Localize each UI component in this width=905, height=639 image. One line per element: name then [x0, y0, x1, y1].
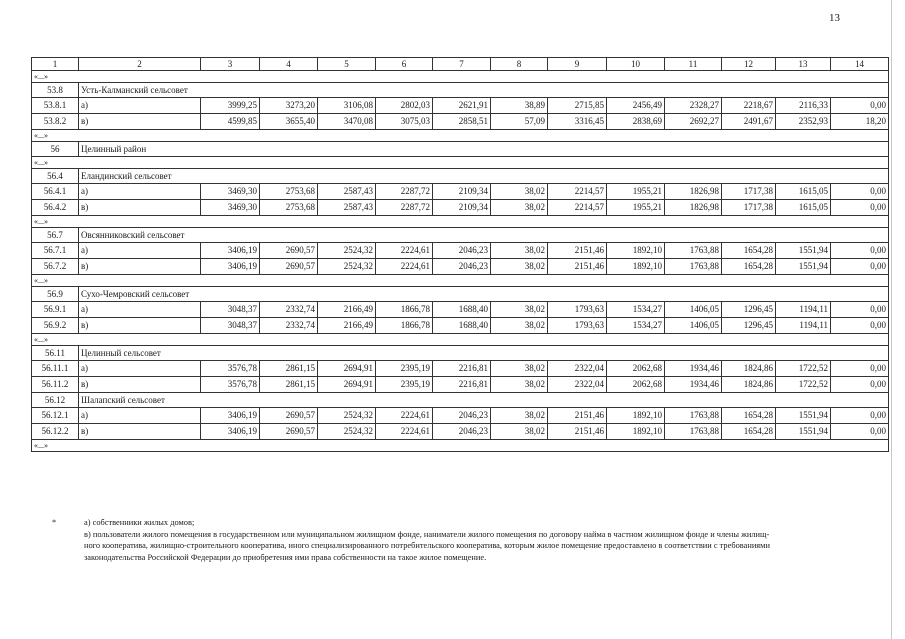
table-row [32, 424, 889, 440]
value-cell: 1793,63 [548, 318, 607, 334]
value-cell: 2046,23 [433, 243, 491, 259]
table-row [32, 408, 889, 424]
value-cell: 2838,69 [607, 114, 665, 130]
value-cell: 1654,28 [722, 243, 776, 259]
value-cell: 2062,68 [607, 377, 665, 393]
table-row [32, 259, 889, 275]
value-cell: 2456,49 [607, 98, 665, 114]
row-label: в) [79, 200, 201, 216]
value-cell: 1892,10 [607, 408, 665, 424]
value-cell: 3406,19 [201, 408, 260, 424]
value-cell: 0,00 [831, 361, 889, 377]
value-cell: 3048,37 [201, 302, 260, 318]
footnote-line: ного кооператива, жилищно-строительного кооператива, иного специализированного потребительского кооператива, которым жилое помещение предоставлено в соответствии с требованиями [84, 541, 770, 550]
value-cell: 2690,57 [260, 408, 318, 424]
value-cell: 2216,81 [433, 377, 491, 393]
ellipsis-row [32, 216, 889, 228]
value-cell: 2753,68 [260, 200, 318, 216]
table-row [32, 361, 889, 377]
value-cell: 2166,49 [318, 302, 376, 318]
value-cell: 2395,19 [376, 361, 433, 377]
value-cell: 38,02 [491, 200, 548, 216]
value-cell: 1615,05 [776, 200, 831, 216]
value-cell: 3469,30 [201, 200, 260, 216]
value-cell: 38,02 [491, 302, 548, 318]
value-cell: 1406,05 [665, 302, 722, 318]
row-label: а) [79, 184, 201, 200]
value-cell: 2287,72 [376, 200, 433, 216]
value-cell: 1793,63 [548, 302, 607, 318]
value-cell: 2524,32 [318, 408, 376, 424]
value-cell: 3048,37 [201, 318, 260, 334]
value-cell: 1892,10 [607, 259, 665, 275]
value-cell: 2328,27 [665, 98, 722, 114]
group-row [32, 142, 889, 157]
value-cell: 2151,46 [548, 424, 607, 440]
ellipsis-cell: «...» [32, 157, 889, 169]
header-cell: 12 [722, 58, 776, 71]
value-cell: 2322,04 [548, 377, 607, 393]
ellipsis-row [32, 157, 889, 169]
value-cell: 3406,19 [201, 243, 260, 259]
group-label: Шалапский сельсовет [79, 393, 889, 408]
value-cell: 0,00 [831, 259, 889, 275]
value-cell: 2224,61 [376, 243, 433, 259]
value-cell: 0,00 [831, 302, 889, 318]
value-cell: 0,00 [831, 98, 889, 114]
group-label: Еландинский сельсовет [79, 169, 889, 184]
value-cell: 1551,94 [776, 408, 831, 424]
row-code: 53.8.2 [32, 114, 79, 130]
table-row [32, 200, 889, 216]
header-cell: 9 [548, 58, 607, 71]
row-label: а) [79, 243, 201, 259]
table-row [32, 302, 889, 318]
value-cell: 3406,19 [201, 259, 260, 275]
value-cell: 2151,46 [548, 259, 607, 275]
value-cell: 2046,23 [433, 259, 491, 275]
header-cell: 4 [260, 58, 318, 71]
ellipsis-cell: «...» [32, 71, 889, 83]
value-cell: 2116,33 [776, 98, 831, 114]
value-cell: 1296,45 [722, 318, 776, 334]
value-cell: 1892,10 [607, 243, 665, 259]
value-cell: 1534,27 [607, 302, 665, 318]
value-cell: 3106,08 [318, 98, 376, 114]
value-cell: 1955,21 [607, 184, 665, 200]
row-label: в) [79, 318, 201, 334]
footnote-line: законодательства Российской Федерации до приобретения ими права собственности на такое жилое помещение. [84, 552, 487, 562]
row-label: в) [79, 424, 201, 440]
table-row [32, 98, 889, 114]
value-cell: 2062,68 [607, 361, 665, 377]
row-code: 56.11 [32, 346, 79, 361]
value-cell: 1763,88 [665, 424, 722, 440]
group-label: Усть-Калманский сельсовет [79, 83, 889, 98]
group-label: Целинный район [79, 142, 889, 157]
table-row [32, 114, 889, 130]
value-cell: 1688,40 [433, 302, 491, 318]
value-cell: 38,02 [491, 318, 548, 334]
row-code: 56.12.2 [32, 424, 79, 440]
row-code: 56.7.1 [32, 243, 79, 259]
value-cell: 2694,91 [318, 377, 376, 393]
value-cell: 3576,78 [201, 361, 260, 377]
value-cell: 0,00 [831, 318, 889, 334]
value-cell: 1826,98 [665, 184, 722, 200]
value-cell: 1866,78 [376, 302, 433, 318]
group-row [32, 169, 889, 184]
value-cell: 1551,94 [776, 259, 831, 275]
value-cell: 1194,11 [776, 302, 831, 318]
value-cell: 2224,61 [376, 408, 433, 424]
value-cell: 38,02 [491, 259, 548, 275]
value-cell: 0,00 [831, 408, 889, 424]
value-cell: 2690,57 [260, 243, 318, 259]
row-label: а) [79, 302, 201, 318]
row-label: а) [79, 98, 201, 114]
row-code: 56.12 [32, 393, 79, 408]
value-cell: 2690,57 [260, 424, 318, 440]
table-body [32, 58, 889, 452]
value-cell: 1406,05 [665, 318, 722, 334]
value-cell: 38,02 [491, 243, 548, 259]
value-cell: 2524,32 [318, 424, 376, 440]
footnote-body [84, 517, 886, 563]
header-cell: 14 [831, 58, 889, 71]
value-cell: 2151,46 [548, 408, 607, 424]
header-row [32, 58, 889, 71]
value-cell: 3576,78 [201, 377, 260, 393]
value-cell: 1194,11 [776, 318, 831, 334]
group-row [32, 83, 889, 98]
value-cell: 38,02 [491, 377, 548, 393]
value-cell: 1824,86 [722, 361, 776, 377]
value-cell: 57,09 [491, 114, 548, 130]
ellipsis-row [32, 334, 889, 346]
value-cell: 2524,32 [318, 259, 376, 275]
group-label: Целинный сельсовет [79, 346, 889, 361]
group-row [32, 228, 889, 243]
value-cell: 2524,32 [318, 243, 376, 259]
value-cell: 1654,28 [722, 408, 776, 424]
value-cell: 1763,88 [665, 243, 722, 259]
row-label: в) [79, 377, 201, 393]
value-cell: 2109,34 [433, 200, 491, 216]
value-cell: 2224,61 [376, 259, 433, 275]
value-cell: 2802,03 [376, 98, 433, 114]
ellipsis-cell: «...» [32, 334, 889, 346]
page-number: 13 [829, 12, 840, 24]
tariff-table [31, 57, 889, 452]
ellipsis-row [32, 130, 889, 142]
header-cell: 3 [201, 58, 260, 71]
value-cell: 0,00 [831, 424, 889, 440]
value-cell: 3075,03 [376, 114, 433, 130]
value-cell: 0,00 [831, 200, 889, 216]
value-cell: 2151,46 [548, 243, 607, 259]
header-cell: 8 [491, 58, 548, 71]
row-code: 56.11.2 [32, 377, 79, 393]
row-code: 53.8.1 [32, 98, 79, 114]
value-cell: 2214,57 [548, 200, 607, 216]
row-code: 56.4 [32, 169, 79, 184]
value-cell: 2694,91 [318, 361, 376, 377]
ellipsis-cell: «...» [32, 440, 889, 452]
table-row [32, 318, 889, 334]
footnote-line: в) пользователи жилого помещения в государственном или муниципальном жилищном фонде, наниматели жилого помещения по договору найма в частном жилищном фонде и члены жилищ- [84, 529, 770, 539]
value-cell: 1688,40 [433, 318, 491, 334]
value-cell: 1824,86 [722, 377, 776, 393]
value-cell: 1934,46 [665, 361, 722, 377]
table-row [32, 184, 889, 200]
value-cell: 1615,05 [776, 184, 831, 200]
value-cell: 0,00 [831, 243, 889, 259]
ellipsis-row [32, 71, 889, 83]
value-cell: 2858,51 [433, 114, 491, 130]
row-code: 53.8 [32, 83, 79, 98]
value-cell: 3469,30 [201, 184, 260, 200]
row-label: в) [79, 259, 201, 275]
table-row [32, 243, 889, 259]
value-cell: 3316,45 [548, 114, 607, 130]
value-cell: 18,20 [831, 114, 889, 130]
value-cell: 38,02 [491, 408, 548, 424]
value-cell: 1296,45 [722, 302, 776, 318]
value-cell: 1955,21 [607, 200, 665, 216]
ellipsis-row [32, 275, 889, 287]
group-row [32, 287, 889, 302]
value-cell: 2322,04 [548, 361, 607, 377]
value-cell: 2109,34 [433, 184, 491, 200]
ellipsis-row [32, 440, 889, 452]
value-cell: 1654,28 [722, 424, 776, 440]
row-label: а) [79, 361, 201, 377]
value-cell: 2332,74 [260, 318, 318, 334]
value-cell: 3470,08 [318, 114, 376, 130]
header-cell: 7 [433, 58, 491, 71]
value-cell: 0,00 [831, 184, 889, 200]
value-cell: 2690,57 [260, 259, 318, 275]
value-cell: 1722,52 [776, 377, 831, 393]
value-cell: 1763,88 [665, 408, 722, 424]
header-cell: 10 [607, 58, 665, 71]
value-cell: 1866,78 [376, 318, 433, 334]
row-label: в) [79, 114, 201, 130]
header-cell: 13 [776, 58, 831, 71]
group-row [32, 346, 889, 361]
row-code: 56.7 [32, 228, 79, 243]
table-row [32, 377, 889, 393]
value-cell: 1763,88 [665, 259, 722, 275]
value-cell: 38,89 [491, 98, 548, 114]
value-cell: 2587,43 [318, 200, 376, 216]
row-label: а) [79, 408, 201, 424]
header-cell: 1 [32, 58, 79, 71]
value-cell: 2861,15 [260, 377, 318, 393]
header-cell: 5 [318, 58, 376, 71]
value-cell: 1534,27 [607, 318, 665, 334]
value-cell: 2621,91 [433, 98, 491, 114]
row-code: 56.7.2 [32, 259, 79, 275]
value-cell: 3999,25 [201, 98, 260, 114]
value-cell: 2214,57 [548, 184, 607, 200]
value-cell: 2491,67 [722, 114, 776, 130]
value-cell: 2224,61 [376, 424, 433, 440]
value-cell: 3273,20 [260, 98, 318, 114]
value-cell: 38,02 [491, 424, 548, 440]
value-cell: 2216,81 [433, 361, 491, 377]
value-cell: 4599,85 [201, 114, 260, 130]
group-label: Сухо-Чемровский сельсовет [79, 287, 889, 302]
value-cell: 1551,94 [776, 243, 831, 259]
value-cell: 2046,23 [433, 408, 491, 424]
ellipsis-cell: «...» [32, 130, 889, 142]
row-code: 56.9 [32, 287, 79, 302]
value-cell: 2046,23 [433, 424, 491, 440]
page-edge-line [891, 0, 892, 639]
value-cell: 1722,52 [776, 361, 831, 377]
value-cell: 3406,19 [201, 424, 260, 440]
value-cell: 1717,38 [722, 200, 776, 216]
group-label: Овсянниковский сельсовет [79, 228, 889, 243]
value-cell: 38,02 [491, 361, 548, 377]
row-code: 56 [32, 142, 79, 157]
value-cell: 2692,27 [665, 114, 722, 130]
value-cell: 38,02 [491, 184, 548, 200]
row-code: 56.4.1 [32, 184, 79, 200]
value-cell: 2395,19 [376, 377, 433, 393]
value-cell: 1934,46 [665, 377, 722, 393]
footnote-line: а) собственники жилых домов; [84, 518, 195, 527]
value-cell: 2861,15 [260, 361, 318, 377]
value-cell: 2218,67 [722, 98, 776, 114]
row-code: 56.4.2 [32, 200, 79, 216]
ellipsis-cell: «...» [32, 275, 889, 287]
footnote-marker: * [52, 518, 57, 527]
header-cell: 2 [79, 58, 201, 71]
header-cell: 11 [665, 58, 722, 71]
value-cell: 2352,93 [776, 114, 831, 130]
value-cell: 2715,85 [548, 98, 607, 114]
row-code: 56.12.1 [32, 408, 79, 424]
value-cell: 2166,49 [318, 318, 376, 334]
value-cell: 1654,28 [722, 259, 776, 275]
value-cell: 1717,38 [722, 184, 776, 200]
row-code: 56.9.1 [32, 302, 79, 318]
row-code: 56.9.2 [32, 318, 79, 334]
value-cell: 1551,94 [776, 424, 831, 440]
value-cell: 1892,10 [607, 424, 665, 440]
ellipsis-cell: «...» [32, 216, 889, 228]
row-code: 56.11.1 [32, 361, 79, 377]
value-cell: 0,00 [831, 377, 889, 393]
value-cell: 1826,98 [665, 200, 722, 216]
value-cell: 2753,68 [260, 184, 318, 200]
value-cell: 2332,74 [260, 302, 318, 318]
value-cell: 2587,43 [318, 184, 376, 200]
header-cell: 6 [376, 58, 433, 71]
footnote [52, 517, 886, 563]
value-cell: 3655,40 [260, 114, 318, 130]
group-row [32, 393, 889, 408]
value-cell: 2287,72 [376, 184, 433, 200]
